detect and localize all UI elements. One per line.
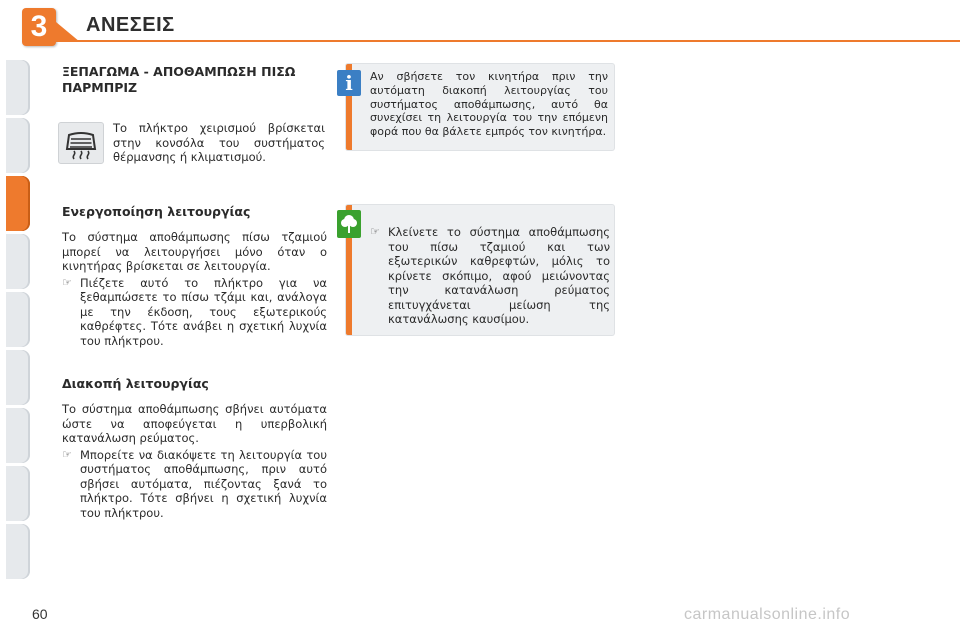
section-title-block [62,64,312,96]
button-description: Το πλήκτρο χειρισμού βρίσκεται στην κονσόλα του συστήματος θέρμανσης ή κλιματισμού. [113,121,325,164]
chapter-tab-8[interactable] [6,466,30,521]
section-title: ΞΕΠΑΓΩΜΑ - ΑΠΟΘΑΜΠΩΣΗ ΠΙΣΩ ΠΑΡΜΠΡΙΖ [62,64,296,95]
activation-section [62,204,327,348]
page-number: 60 [32,606,48,622]
hand-pointer-icon: ☞ [62,275,72,289]
deactivation-text: Το σύστημα αποθάμπωσης σβήνει αυτόματα ώστε να αποφεύγεται η υπερβολική κατανάλωση ρεύματος. [62,402,327,445]
chapter-tab-1[interactable] [6,60,30,115]
deactivation-bullet [62,448,327,521]
eco-note-text: Κλείνετε το σύστημα αποθάμπωσης του πίσω τζαμιού και των εξωτερικών καθρεφτών, μόλις το κρίνετε σκόπιμο, αφού μειώνοντας την κατανάλωση ρεύματος επιτυγχάνεται μείωση της κατανάλωσης καυσίμου. [388,225,610,326]
hand-pointer-icon: ☞ [370,225,380,238]
activation-bullet [62,276,327,349]
chapter-tab-3-active[interactable] [6,176,30,231]
chapter-tab-2[interactable] [6,118,30,173]
eco-note-content [370,225,610,327]
chapter-tab-strip [0,60,30,575]
eco-bullet [370,225,610,327]
chapter-tab-5[interactable] [6,292,30,347]
hand-pointer-icon: ☞ [62,447,72,461]
activation-bullet-text: Πιέζετε αυτό το πλήκτρο για να ξεθαμπώσετε το πίσω τζάμι και, ανάλογα με την έκδοση, τους εξωτερικούς καθρέφτες. Τότε ανάβει η σχετική λυχνία του πλήκτρου. [80,275,327,348]
deactivation-title: Διακοπή λειτουργίας [62,376,209,391]
header-divider [56,40,960,42]
activation-title: Ενεργοποίηση λειτουργίας [62,204,251,219]
chapter-title: ΑΝΕΣΕΙΣ [86,14,175,36]
activation-text: Το σύστημα αποθάμπωσης πίσω τζαμιού μπορεί να λειτουργήσει μόνο όταν ο κινητήρας βρίσκεται σε λειτουργία. [62,230,327,273]
rear-window-defrost-icon [59,123,103,163]
info-note-text: Αν σβήσετε τον κινητήρα πριν την αυτόματη διακοπή λειτουργίας του συστήματος αποθάμπωσης, αυτό θα συνεχίσει τη λειτουργία του την επόμενη φορά που θα βάλετε εμπρός τον κινητήρα. [370,70,608,139]
rear-window-defrost-button [58,122,104,164]
header-divider-slope [56,22,80,42]
info-icon: i [337,70,361,96]
deactivation-bullet-text: Μπορείτε να διακόψετε τη λειτουργία του συστήματος αποθάμπωσης, πριν αυτό σβήσει αυτόματα, πιέζοντας ξανά το πλήκτρο. Τότε σβήνει η σχετική λυχνία του πλήκτρου. [80,447,327,520]
chapter-tab-6[interactable] [6,350,30,405]
watermark: carmanualsonline.info [684,606,851,623]
chapter-number-badge: 3 [22,8,56,46]
chapter-tab-9[interactable] [6,524,30,579]
chapter-tab-4[interactable] [6,234,30,289]
deactivation-section [62,376,327,520]
eco-tree-icon [337,210,361,238]
chapter-tab-7[interactable] [6,408,30,463]
